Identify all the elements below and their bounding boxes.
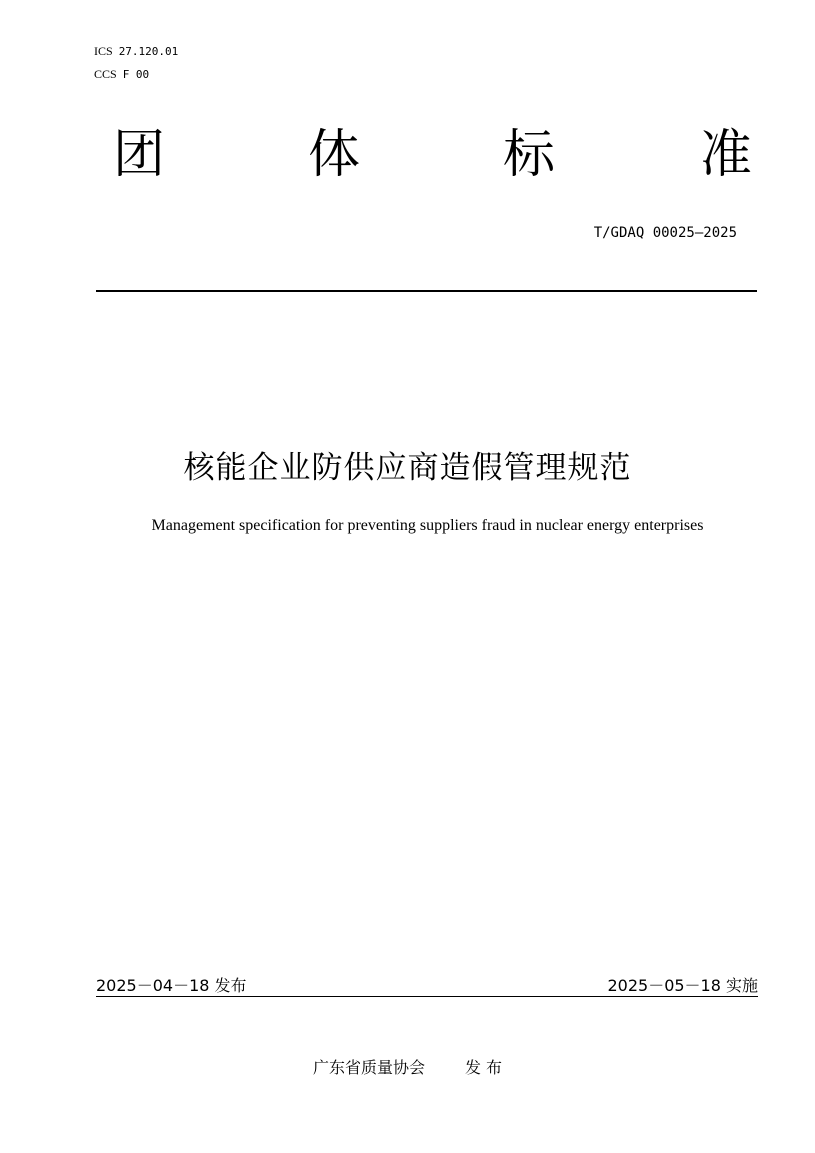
header-divider	[96, 290, 757, 292]
category-char-4: 准	[700, 125, 753, 185]
ccs-label: CCS	[94, 67, 117, 81]
publisher-line	[0, 1055, 815, 1078]
category-char-3: 标	[503, 125, 556, 185]
ics-line	[94, 40, 178, 63]
standard-number: T/GDAQ 00025—2025	[593, 225, 737, 241]
publisher-action: 发 布	[464, 1058, 503, 1077]
release-date: 2025－04－18 发布	[96, 976, 247, 995]
category-char-2: 体	[308, 125, 361, 185]
ics-code: 27.120.01	[118, 45, 179, 58]
implement-date: 2025－05－18 实施	[607, 976, 758, 995]
document-title-cn: 核能企业防供应商造假管理规范	[183, 450, 632, 486]
date-divider	[96, 996, 758, 997]
document-title-en: Management specification for preventing suppliers fraud in nuclear energy enterprises	[151, 517, 704, 534]
classification-block	[94, 40, 178, 86]
publisher-name: 广东省质量协会	[312, 1058, 425, 1077]
category-char-1: 团	[113, 125, 166, 185]
ics-label: ICS	[94, 44, 113, 58]
ccs-code: F 00	[122, 68, 150, 81]
ccs-line	[94, 63, 178, 86]
